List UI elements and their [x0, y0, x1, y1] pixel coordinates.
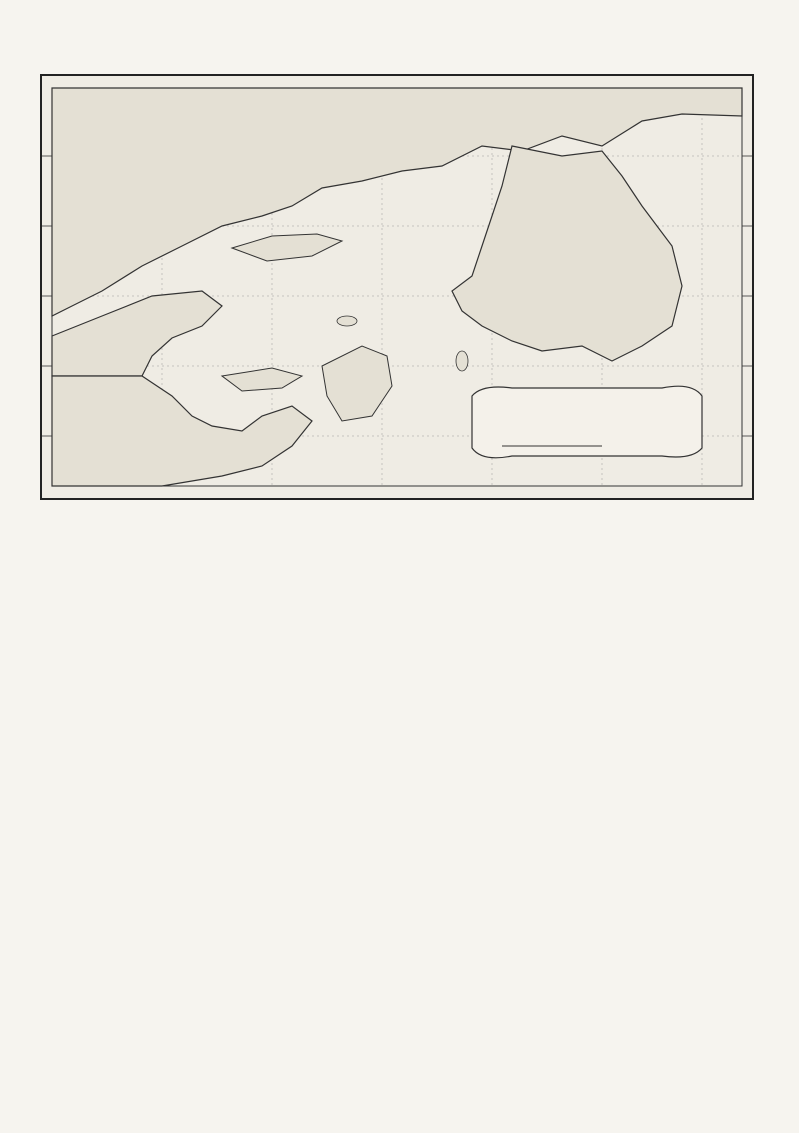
map-left-ticks: [43, 116, 52, 456]
cape-breton-island: [322, 346, 392, 421]
acadia-landmass: [52, 376, 312, 486]
map-cartouche: [472, 386, 702, 458]
miquelon-island: [456, 351, 468, 371]
historical-map: [40, 74, 754, 500]
anticosti-island: [232, 234, 342, 261]
magdalen-islands: [337, 316, 357, 326]
ile-st-jean: [222, 368, 302, 391]
map-right-ticks: [742, 116, 751, 456]
map-drawing: [42, 76, 752, 498]
newfoundland-island: [452, 146, 682, 361]
map-top-ticks: [52, 76, 742, 88]
